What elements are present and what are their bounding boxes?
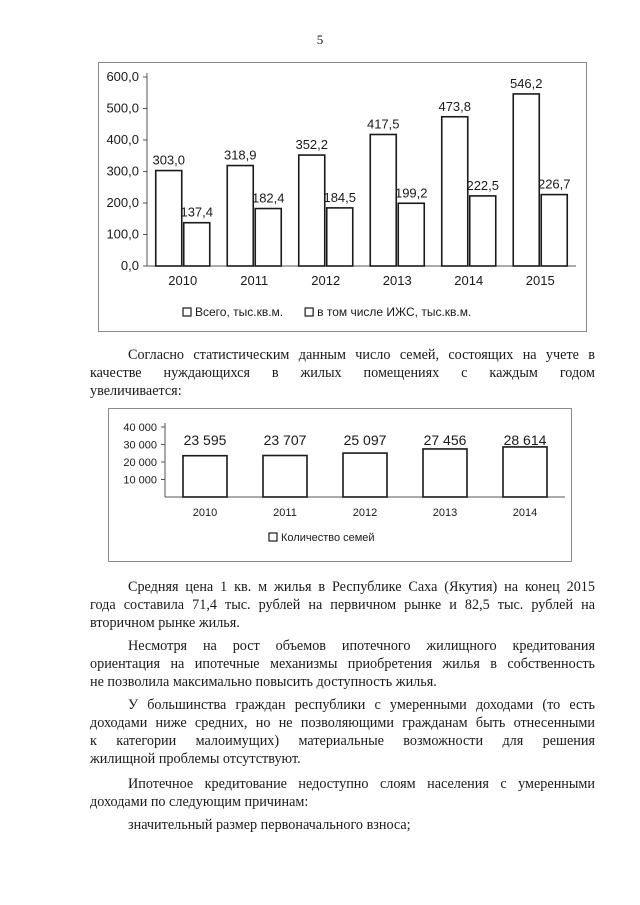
data-label: 182,4 — [251, 190, 285, 206]
data-label: 184,5 — [323, 189, 357, 205]
bar-2012-series1 — [299, 155, 325, 266]
bar-2010-series1 — [183, 456, 227, 497]
y-tick-label: 100,0 — [106, 226, 139, 242]
text-line: вторичном рынке жилья. — [90, 615, 240, 631]
text-line: У большинства граждан республики с умеренными доходами (то есть — [128, 697, 595, 713]
y-tick-label: 400,0 — [106, 132, 139, 147]
legend-swatch — [305, 308, 313, 316]
data-label: 226,7 — [537, 176, 571, 192]
paragraph-mortgage-unavailable — [90, 775, 595, 811]
data-label: 23 707 — [263, 432, 307, 448]
data-label: 318,9 — [223, 147, 257, 163]
paragraph-down-payment — [90, 816, 595, 834]
bar-2010-series2 — [184, 223, 210, 266]
text-line: года составила 71,4 тыс. рублей на первичном рынке и 82,5 тыс. рублей на — [90, 597, 595, 613]
data-label: 199,2 — [394, 185, 428, 201]
bar-2010-series1 — [156, 171, 182, 266]
bar-2012-series1 — [343, 453, 387, 497]
y-tick-label: 500,0 — [106, 100, 139, 116]
bar-2013-series1 — [370, 134, 396, 266]
y-tick-label: 20 000 — [123, 457, 157, 469]
x-tick-label: 2011 — [240, 273, 269, 288]
data-label: 222,5 — [466, 177, 500, 193]
y-tick-label: 600,0 — [106, 69, 139, 84]
x-tick-label: 2013 — [382, 273, 412, 288]
text-line: Ипотечное кредитование недоступно слоям населения с умеренными — [128, 776, 595, 792]
bar-2011-series2 — [255, 209, 281, 266]
families-count-chart-svg — [109, 409, 571, 561]
y-tick-label: 30 000 — [123, 439, 157, 452]
bar-2011-series1 — [227, 166, 253, 266]
text-line: не позволила максимально повысить доступность жилья. — [90, 674, 437, 690]
text-line: качестве нуждающихся в жилых помещениях с каждым годом — [90, 365, 595, 381]
data-label: 303,0 — [152, 152, 186, 168]
y-tick-label: 0,0 — [120, 258, 139, 273]
bar-2012-series2 — [327, 208, 353, 266]
x-tick-label: 2012 — [311, 273, 341, 288]
bar-2015-series2 — [541, 195, 567, 266]
x-tick-label: 2015 — [525, 273, 555, 288]
bar-2014-series1 — [442, 117, 468, 266]
bar-2014-series1 — [503, 447, 547, 497]
x-tick-label: 2014 — [512, 507, 538, 519]
page-number: 5 — [316, 32, 324, 47]
y-tick-label: 200,0 — [106, 195, 139, 210]
bar-2015-series1 — [513, 94, 539, 266]
data-label: 28 614 — [503, 432, 547, 448]
data-label: 27 456 — [423, 432, 467, 448]
data-label: 352,2 — [295, 137, 329, 153]
bar-2014-series2 — [470, 196, 496, 266]
x-tick-label: 2011 — [273, 507, 297, 519]
data-label: 23 595 — [183, 432, 227, 448]
data-label: 137,4 — [180, 204, 214, 220]
x-tick-label: 2010 — [192, 507, 218, 519]
text-line: Несмотря на рост объемов ипотечного жилищного кредитования — [128, 638, 595, 654]
legend-swatch — [269, 533, 277, 541]
paragraph-moderate-income — [90, 696, 595, 768]
text-line: ориентация на ипотечные механизмы приобретения жилья в собственность — [90, 656, 595, 672]
text-line: жилищной проблемы отсутствуют. — [90, 751, 301, 767]
legend-label: Всего, тыс.кв.м. — [195, 305, 284, 319]
y-tick-label: 10 000 — [123, 474, 157, 487]
paragraph-families-queue — [90, 346, 595, 400]
x-tick-label: 2013 — [432, 507, 458, 519]
x-tick-label: 2012 — [352, 507, 378, 519]
bar-2013-series2 — [398, 203, 424, 266]
text-line: доходами ниже средних, но не позволяющими гражданам быть отнесенными — [90, 715, 595, 731]
data-label: 546,2 — [509, 75, 543, 91]
legend-swatch — [183, 308, 191, 316]
housing-construction-chart-svg — [99, 63, 586, 331]
text-line: доходами по следующим причинам: — [90, 794, 309, 810]
y-tick-label: 300,0 — [106, 163, 139, 179]
data-label: 25 097 — [343, 432, 387, 448]
bar-2013-series1 — [423, 449, 467, 497]
data-label: 473,8 — [438, 98, 472, 114]
families-count-chart — [108, 408, 572, 562]
data-label: 417,5 — [366, 116, 400, 132]
x-tick-label: 2014 — [454, 273, 484, 288]
paragraph-average-price — [90, 578, 595, 632]
legend-label: в том числе ИЖС, тыс.кв.м. — [317, 305, 472, 319]
paragraph-mortgage-growth — [90, 637, 595, 691]
housing-construction-chart — [98, 62, 587, 332]
y-tick-label: 40 000 — [123, 422, 157, 434]
bar-2011-series1 — [263, 456, 307, 497]
text-line: увеличивается: — [90, 383, 182, 399]
text-line: Средняя цена 1 кв. м жилья в Республике Саха (Якутия) на конец 2015 — [128, 579, 595, 595]
text-line: Согласно статистическим данным число семей, состоящих на учете в — [128, 347, 595, 363]
text-line: значительный размер первоначального взноса; — [128, 817, 411, 833]
legend-label: Количество семей — [281, 532, 375, 544]
x-tick-label: 2010 — [168, 273, 198, 288]
text-line: к категории малоимущих) материальные возможности для решения — [90, 733, 595, 749]
